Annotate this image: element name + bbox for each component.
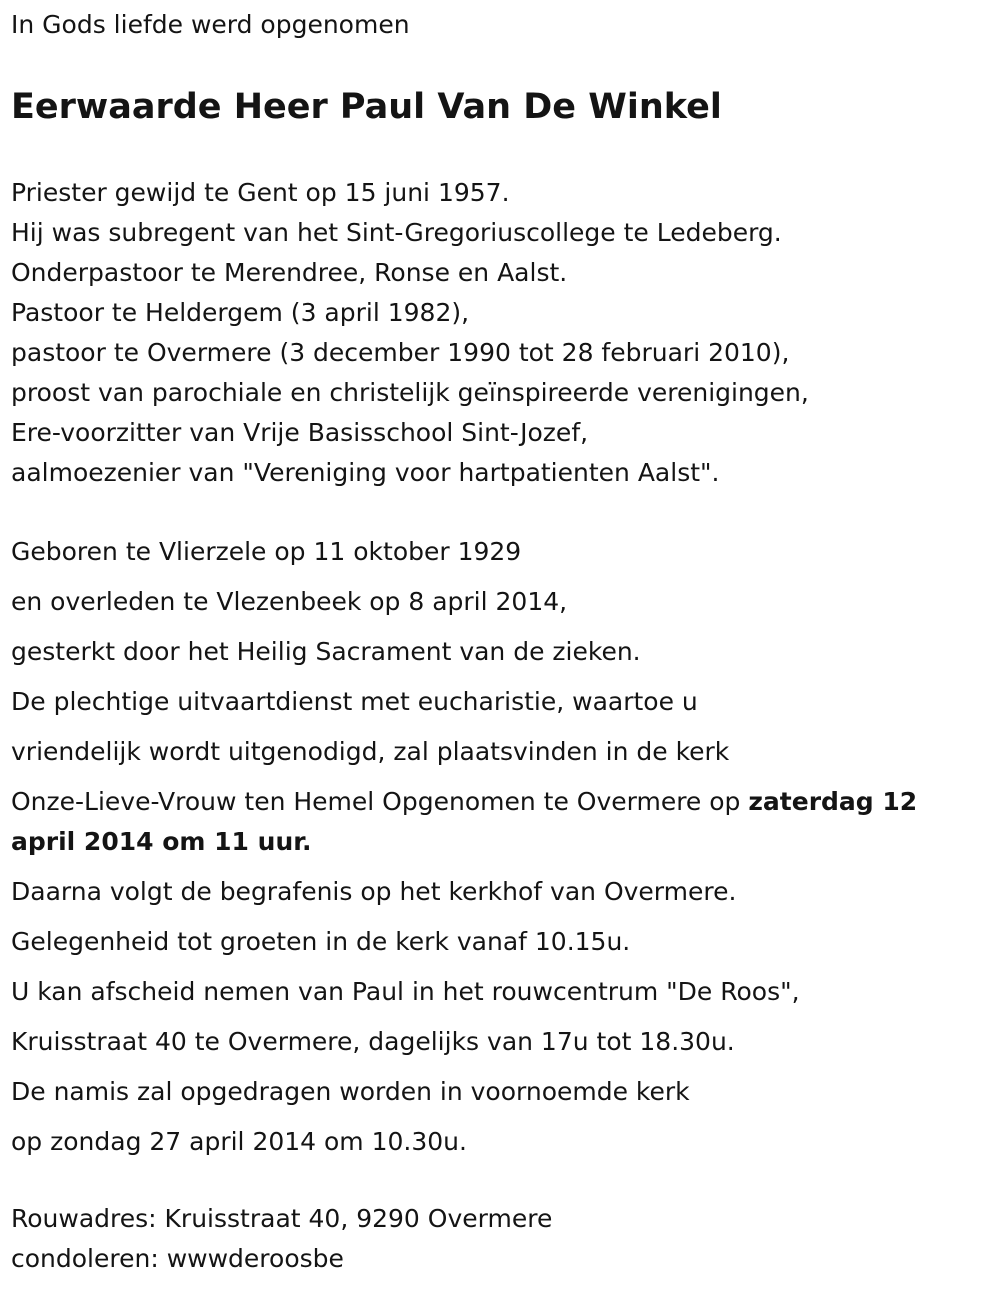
career-line: Pastoor te Heldergem (3 april 1982), <box>11 298 470 327</box>
birth-line: Geboren te Vlierzele op 11 oktober 1929 <box>11 537 522 566</box>
farewell-line: U kan afscheid nemen van Paul in het rouwcentrum "De Roos", <box>11 977 800 1006</box>
mourning-address: Rouwadres: Kruisstraat 40, 9290 Overmere <box>11 1204 553 1233</box>
funeral-line: vriendelijk wordt uitgenodigd, zal plaatsvinden in de kerk <box>11 737 730 766</box>
farewell-line: Kruisstraat 40 te Overmere, dagelijks van 17u tot 18.30u. <box>11 1027 735 1056</box>
mass-line: De namis zal opgedragen worden in voornoemde kerk <box>11 1077 690 1106</box>
intro-line: In Gods liefde werd opgenomen <box>11 10 410 39</box>
career-line: Priester gewijd te Gent op 15 juni 1957. <box>11 178 510 207</box>
career-line: proost van parochiale en christelijk geïnspireerde verenigingen, <box>11 378 809 407</box>
funeral-date: zaterdag 12 april 2014 om 11 uur. <box>11 787 918 856</box>
career-list <box>11 173 809 493</box>
funeral-location: Onze-Lieve-Vrouw ten Hemel Opgenomen te Overmere op <box>11 787 749 816</box>
career-line: pastoor te Overmere (3 december 1990 tot 28 februari 2010), <box>11 338 790 367</box>
funeral-line: De plechtige uitvaartdienst met eucharistie, waartoe u <box>11 687 698 716</box>
contact-block <box>11 1199 552 1279</box>
career-line: Hij was subregent van het Sint-Gregoriuscollege te Ledeberg. <box>11 218 782 247</box>
deceased-name: Eerwaarde Heer Paul Van De Winkel <box>11 87 722 127</box>
career-line: aalmoezenier van "Vereniging voor hartpatienten Aalst". <box>11 458 720 487</box>
burial-line: Daarna volgt de begrafenis op het kerkhof van Overmere. <box>11 877 737 906</box>
mass-line: op zondag 27 april 2014 om 10.30u. <box>11 1127 467 1156</box>
funeral-date-line <box>11 782 986 872</box>
career-line: Onderpastoor te Merendree, Ronse en Aalst. <box>11 258 568 287</box>
sacrament-line: gesterkt door het Heilig Sacrament van de zieken. <box>11 637 641 666</box>
obituary-body <box>11 532 986 1172</box>
death-line: en overleden te Vlezenbeek op 8 april 2014, <box>11 587 568 616</box>
career-line: Ere-voorzitter van Vrije Basisschool Sint-Jozef, <box>11 418 589 447</box>
condolence-link: condoleren: wwwderoosbe <box>11 1244 344 1273</box>
greeting-line: Gelegenheid tot groeten in de kerk vanaf 10.15u. <box>11 927 631 956</box>
